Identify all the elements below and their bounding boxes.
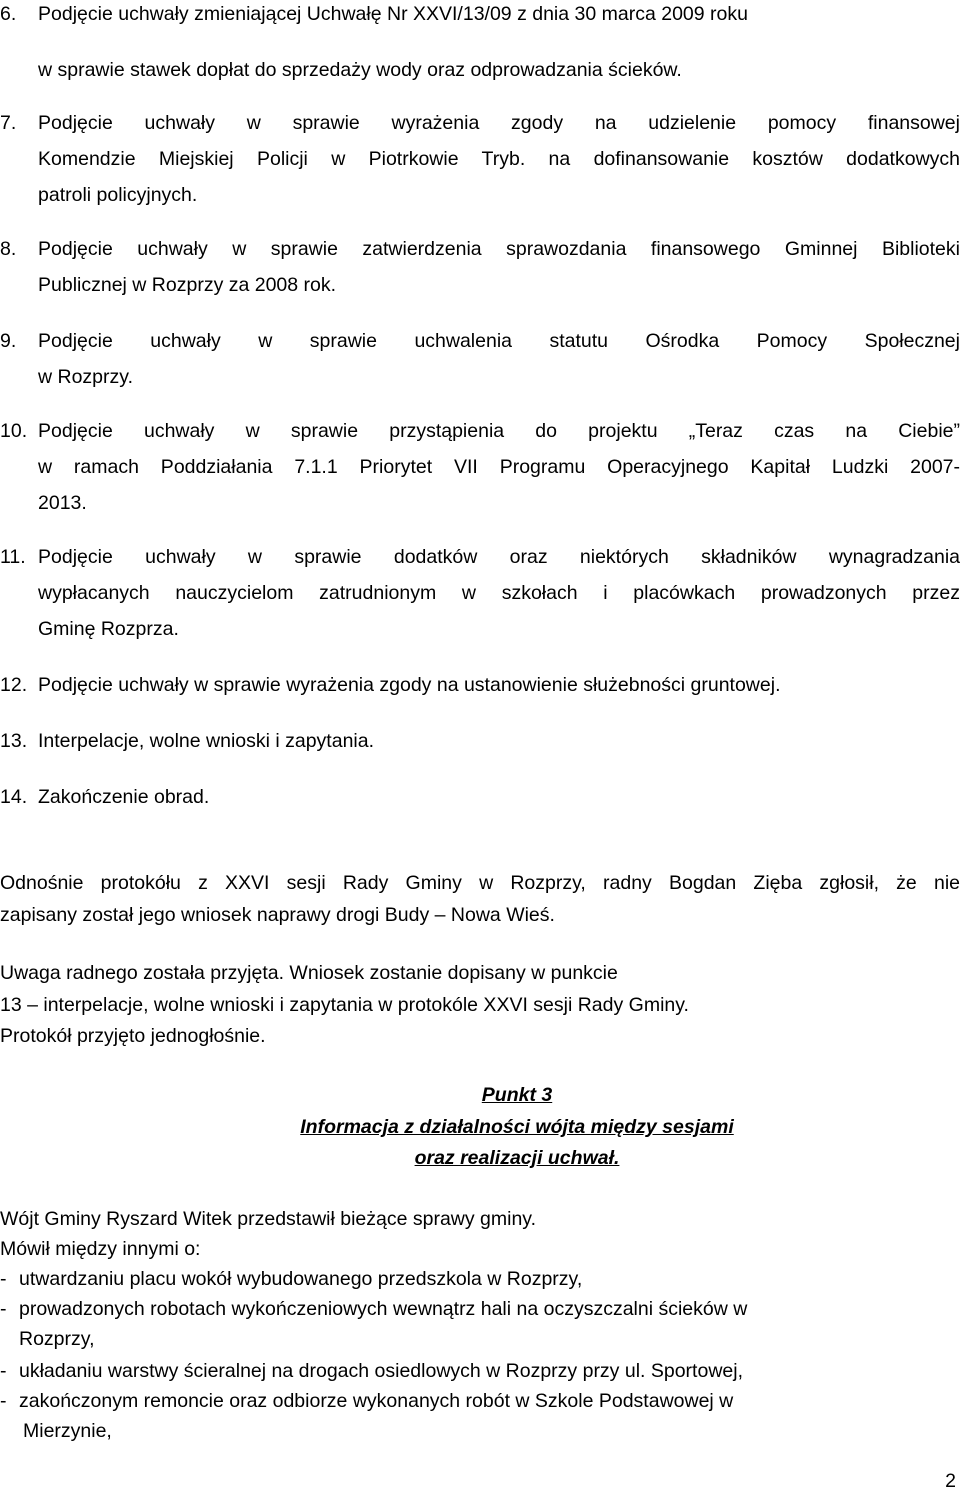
bullet-text: Mierzynie, (23, 1420, 112, 1442)
agenda-text-line: Podjęcie uchwały w sprawie wyrażenia zgody na udzielenie pomocy finansowej (38, 112, 960, 134)
agenda-text-line: Podjęcie uchwały zmieniającej Uchwałę Nr XXVI/13/09 z dnia 30 marca 2009 roku (38, 3, 748, 25)
paragraph-line: Odnośnie protokółu z XXVI sesji Rady Gminy w Rozprzy, radny Bogdan Zięba zgłosił, że nie (0, 872, 960, 894)
agenda-number: 9. (0, 330, 17, 352)
page-number: 2 (945, 1470, 956, 1492)
bullet-marker: - (0, 1298, 7, 1320)
bullet-marker: - (0, 1360, 7, 1382)
paragraph-line: zapisany został jego wniosek naprawy drogi Budy – Nowa Wieś. (0, 904, 555, 926)
agenda-text-line: Interpelacje, wolne wnioski i zapytania. (38, 730, 375, 752)
paragraph-line: 13 – interpelacje, wolne wnioski i zapytania w protokóle XXVI sesji Rady Gminy. (0, 994, 689, 1016)
paragraph-line: Protokół przyjęto jednogłośnie. (0, 1025, 266, 1047)
agenda-text-line: Gminę Rozprza. (38, 618, 179, 640)
bullet-text: układaniu warstwy ścieralnej na drogach osiedlowych w Rozprzy przy ul. Sportowej, (19, 1360, 743, 1382)
agenda-text-line: Komendzie Miejskiej Policji w Piotrkowie Tryb. na dofinansowanie kosztów dodatkowych (38, 148, 960, 170)
bullet-text: zakończonym remoncie oraz odbiorze wykonanych robót w Szkole Podstawowej w (19, 1390, 734, 1412)
agenda-text-line: Podjęcie uchwały w sprawie dodatków oraz niektórych składników wynagradzania (38, 546, 960, 568)
agenda-text-line: Zakończenie obrad. (38, 786, 210, 808)
agenda-number: 12. (0, 674, 28, 696)
agenda-text-line: Podjęcie uchwały w sprawie przystąpienia do projektu „Teraz czas na Ciebie” (38, 420, 960, 442)
paragraph-line: Wójt Gminy Ryszard Witek przedstawił bieżące sprawy gminy. (0, 1208, 537, 1230)
agenda-number: 8. (0, 238, 17, 260)
agenda-number: 11. (0, 546, 26, 568)
agenda-text-line: Podjęcie uchwały w sprawie zatwierdzenia sprawozdania finansowego Gminnej Biblioteki (38, 238, 960, 260)
agenda-number: 6. (0, 3, 17, 25)
agenda-text-line: 2013. (38, 492, 87, 514)
bullet-text: prowadzonych robotach wykończeniowych wewnątrz hali na oczyszczalni ścieków w (19, 1298, 748, 1320)
agenda-number: 7. (0, 112, 17, 134)
heading-line: Punkt 3 (481, 1084, 553, 1106)
agenda-text-line: w ramach Poddziałania 7.1.1 Priorytet VII Programu Operacyjnego Kapitał Ludzki 2007- (38, 456, 960, 478)
agenda-text-line: Publicznej w Rozprzy za 2008 rok. (38, 274, 337, 296)
agenda-text-line: w Rozprzy. (38, 366, 133, 388)
agenda-text-line: wypłacanych nauczycielom zatrudnionym w szkołach i placówkach prowadzonych przez (38, 582, 960, 604)
bullet-marker: - (0, 1390, 7, 1412)
heading-line: oraz realizacji uchwał. (414, 1147, 620, 1169)
agenda-number: 10. (0, 420, 28, 442)
agenda-number: 13. (0, 730, 28, 752)
bullet-text: utwardzaniu placu wokół wybudowanego przedszkola w Rozprzy, (19, 1268, 583, 1290)
agenda-number: 14. (0, 786, 28, 808)
bullet-text: Rozprzy, (19, 1328, 95, 1350)
agenda-text-line: Podjęcie uchwały w sprawie wyrażenia zgody na ustanowienie służebności gruntowej. (38, 674, 781, 696)
heading-line: Informacja z działalności wójta między sesjami (300, 1116, 734, 1138)
agenda-text-line: Podjęcie uchwały w sprawie uchwalenia statutu Ośrodka Pomocy Społecznej (38, 330, 960, 352)
paragraph-line: Uwaga radnego została przyjęta. Wniosek zostanie dopisany w punkcie (0, 962, 618, 984)
agenda-text-line: w sprawie stawek dopłat do sprzedaży wody oraz odprowadzania ścieków. (38, 59, 682, 81)
agenda-text-line: patroli policyjnych. (38, 184, 198, 206)
paragraph-line: Mówił między innymi o: (0, 1238, 201, 1260)
bullet-marker: - (0, 1268, 7, 1290)
